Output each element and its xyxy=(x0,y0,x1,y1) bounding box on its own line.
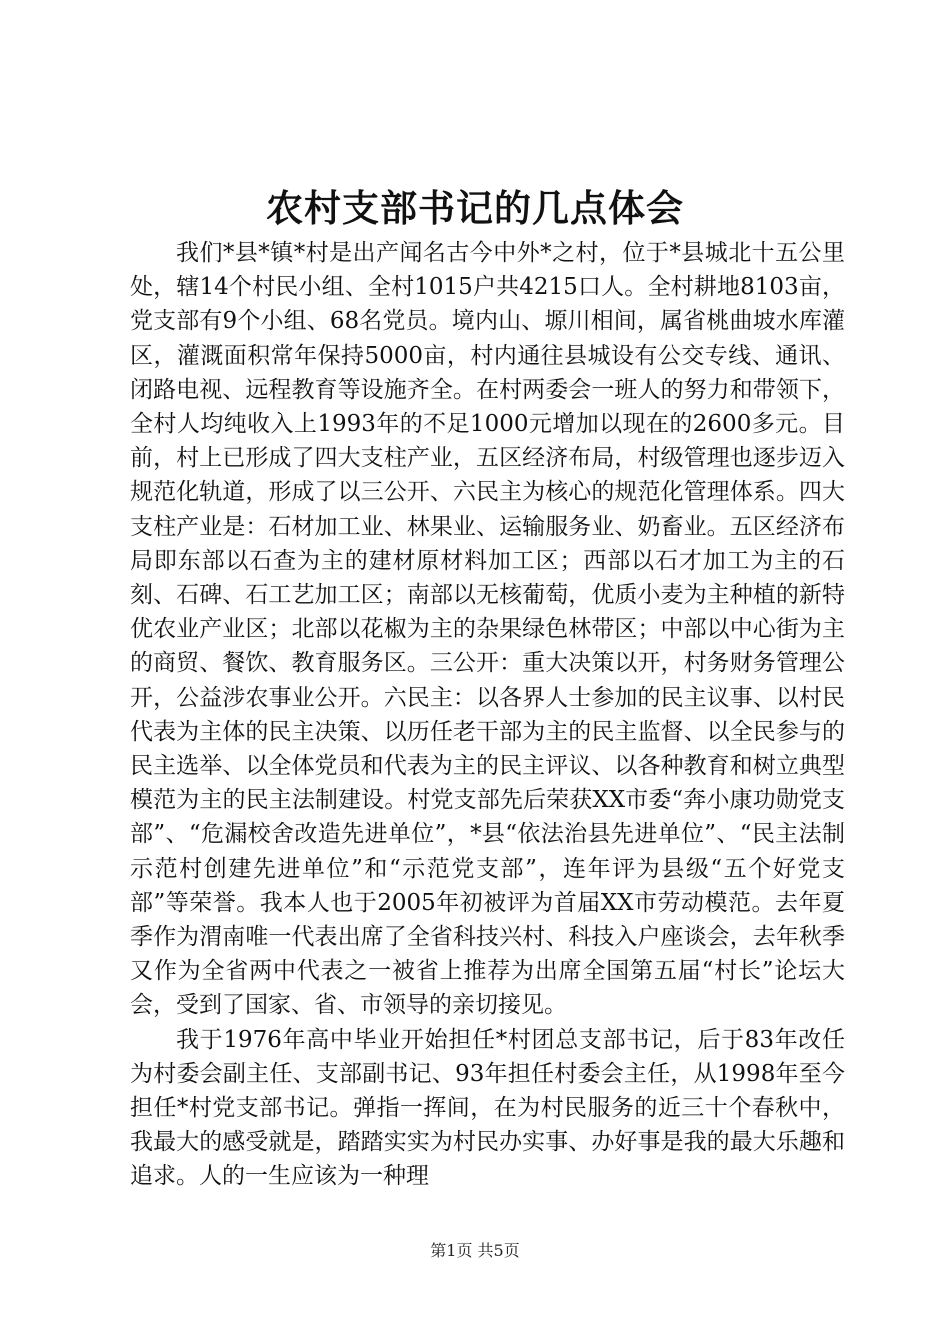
document-body xyxy=(130,236,845,1194)
document-title: 农村支部书记的几点体会 xyxy=(266,186,684,230)
paragraph-2: 我于1976年高中毕业开始担任*村团总支部书记，后于83年改任为村委会副主任、支部副书记、93年担任村委会主任，从1998年至今担任*村党支部书记。弹指一挥间，在为村民服务的近三十个春秋中，我最大的感受就是，踏踏实实为村民办实事、办好事是我的最大乐趣和追求。人的一生应该为一种理 xyxy=(130,1026,845,1190)
paragraph-1: 我们*县*镇*村是出产闻名古今中外*之村，位于*县城北十五公里处，辖14个村民小组、全村1015户共4215口人。全村耕地8103亩，党支部有9个小组、68名党员。境内山、塬川相间，属省桃曲坡水库灌区，灌溉面积常年保持5000亩，村内通往县城设有公交专线、通讯、闭路电视、远程教育等设施齐全。在村两委会一班人的努力和带领下，全村人均纯收入上1993年的不足1000元增加以现在的2600多元。目前，村上已形成了四大支柱产业，五区经济布局，村级管理也逐步迈入规范化轨道，形成了以三公开、六民主为核心的规范化管理体系。四大支柱产业是：石材加工业、林果业、运输服务业、奶畜业。五区经济布局即东部以石查为主的建材原材料加工区；西部以石才加工为主的石刻、石碑、石工艺加工区；南部以无核葡萄，优质小麦为主种植的新特优农业产业区；北部以花椒为主的杂果绿色林带区；中部以中心街为主的商贸、餐饮、教育服务区。三公开：重大决策以开，村务财务管理公开，公益涉农事业公开。六民主：以各界人士参加的民主议事、以村民代表为主体的民主决策、以历任老干部为主的民主监督、以全民参与的民主选举、以全体党员和代表为主的民主评议、以各种教育和树立典型模范为主的民主法制建设。村党支部先后荣获XX市委“奔小康功勋党支部”、“危漏校舍改造先进单位”，*县“依法治县先进单位”、“民主法制示范村创建先进单位”和“示范党支部”，连年评为县级“五个好党支部”等荣誉。我本人也于2005年初被评为首届XX市劳动模范。去年夏季作为渭南唯一代表出席了全省科技兴村、科技入户座谈会，去年秋季又作为全省两中代表之一被省上推荐为出席全国第五届“村长”论坛大会，受到了国家、省、市领导的亲切接见。 xyxy=(130,240,845,1019)
page-number: 第1页 共5页 xyxy=(430,1241,520,1260)
